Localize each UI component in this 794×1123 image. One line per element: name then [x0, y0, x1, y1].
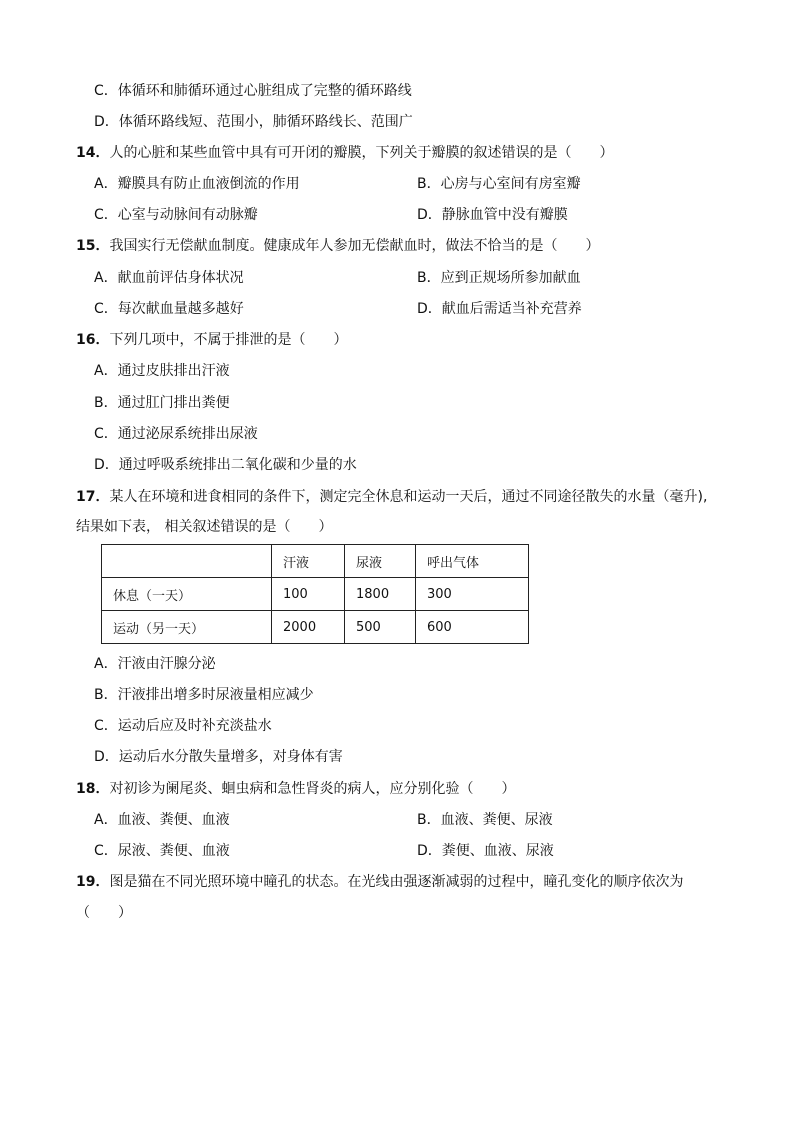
- option-label: A．: [94, 363, 118, 379]
- question-number: 17．: [76, 489, 110, 505]
- option-text: 粪便、血液、尿液: [441, 843, 554, 859]
- option-text: 通过肛门排出粪便: [117, 395, 230, 411]
- q17-option-a: [94, 654, 216, 674]
- question-text: 下列几项中，不属于排泄的是（ ）: [109, 332, 348, 348]
- q18-option-b: [417, 810, 553, 830]
- question-text: 某人在环境和进食相同的条件下，测定完全休息和运动一天后，通过不同途径散失的水量（毫升),: [109, 489, 708, 505]
- option-label: A．: [94, 812, 118, 828]
- question-number: 14．: [76, 145, 110, 161]
- q15-option-d: [417, 299, 582, 319]
- option-label: C．: [94, 207, 118, 223]
- option-label: D．: [94, 457, 119, 473]
- option-label: B．: [94, 395, 118, 411]
- q14-option-d: [417, 205, 568, 225]
- option-label: D．: [417, 843, 442, 859]
- q13-option-d: [94, 112, 413, 132]
- table-header-cell: 呼出气体: [416, 545, 529, 578]
- option-text: 心房与心室间有房室瓣: [440, 176, 581, 192]
- q16-option-a: [94, 361, 230, 381]
- water-loss-table: [101, 544, 529, 644]
- option-label: D．: [94, 749, 119, 765]
- option-label: B．: [417, 270, 441, 286]
- option-text: 体循环和肺循环通过心脏组成了完整的循环路线: [117, 83, 412, 99]
- table-cell: 运动（另一天）: [102, 611, 272, 644]
- option-label: A．: [94, 176, 118, 192]
- table-header-row: [102, 545, 529, 578]
- table-row: [102, 578, 529, 611]
- option-label: B．: [417, 812, 441, 828]
- question-text: 图是猫在不同光照环境中瞳孔的状态。在光线由强逐渐减弱的过程中，瞳孔变化的顺序依次为: [109, 874, 684, 890]
- q15-option-b: [417, 268, 581, 288]
- option-text: 血液、粪便、血液: [117, 812, 230, 828]
- q14-option-a: [94, 174, 300, 194]
- table-header-cell: 尿液: [345, 545, 416, 578]
- q16-option-c: [94, 424, 258, 444]
- option-text: 献血后需适当补充营养: [441, 301, 582, 317]
- question-text: 我国实行无偿献血制度。健康成年人参加无偿献血时，做法不恰当的是（ ）: [109, 238, 600, 254]
- option-text: 应到正规场所参加献血: [440, 270, 581, 286]
- q17-option-c: [94, 716, 272, 736]
- table-cell: 300: [416, 578, 529, 611]
- q17-stem-line1: [76, 487, 707, 507]
- q19-stem-line1: [76, 872, 683, 892]
- option-label: C．: [94, 301, 118, 317]
- option-text: 心室与动脉间有动脉瓣: [117, 207, 258, 223]
- option-text: 体循环路线短、范围小，肺循环路线长、范围广: [118, 114, 413, 130]
- table-header-cell: [102, 545, 272, 578]
- q17-stem-line2: [76, 517, 332, 537]
- q14-option-b: [417, 174, 581, 194]
- table-row: [102, 611, 529, 644]
- option-text: 通过呼吸系统排出二氧化碳和少量的水: [118, 457, 357, 473]
- question-number: 18．: [76, 781, 110, 797]
- option-label: B．: [417, 176, 441, 192]
- q15-option-a: [94, 268, 244, 288]
- option-label: C．: [94, 718, 118, 734]
- q13-option-c: [94, 81, 412, 101]
- question-text: 对初诊为阑尾炎、蛔虫病和急性肾炎的病人，应分别化验（ ）: [109, 781, 516, 797]
- table-header-cell: 汗液: [272, 545, 345, 578]
- option-text: 汗液排出增多时尿液量相应减少: [117, 687, 314, 703]
- option-label: C．: [94, 426, 118, 442]
- option-text: 每次献血量越多越好: [117, 301, 244, 317]
- option-text: 汗液由汗腺分泌: [117, 656, 216, 672]
- option-label: A．: [94, 270, 118, 286]
- table-cell: 100: [272, 578, 345, 611]
- q16-stem: [76, 330, 347, 350]
- question-number: 16．: [76, 332, 110, 348]
- option-text: 瓣膜具有防止血液倒流的作用: [117, 176, 300, 192]
- question-number: 19．: [76, 874, 110, 890]
- table-cell: 休息（一天）: [102, 578, 272, 611]
- option-text: 献血前评估身体状况: [117, 270, 244, 286]
- q18-option-c: [94, 841, 230, 861]
- table-cell: 2000: [272, 611, 345, 644]
- question-text: 结果如下表， 相关叙述错误的是（ ）: [76, 519, 333, 535]
- option-label: B．: [94, 687, 118, 703]
- option-label: D．: [417, 207, 442, 223]
- q17-option-b: [94, 685, 314, 705]
- option-label: D．: [417, 301, 442, 317]
- question-number: 15．: [76, 238, 110, 254]
- q19-stem-line2: [76, 903, 132, 923]
- table-cell: 1800: [345, 578, 416, 611]
- option-text: 通过泌尿系统排出尿液: [117, 426, 258, 442]
- q18-stem: [76, 779, 515, 799]
- question-text: 人的心脏和某些血管中具有可开闭的瓣膜，下列关于瓣膜的叙述错误的是（ ）: [109, 145, 614, 161]
- q18-option-d: [417, 841, 554, 861]
- option-text: 血液、粪便、尿液: [440, 812, 553, 828]
- option-text: 通过皮肤排出汗液: [117, 363, 230, 379]
- q14-option-c: [94, 205, 258, 225]
- q15-stem: [76, 236, 599, 256]
- q16-option-d: [94, 455, 357, 475]
- option-text: 运动后水分散失量增多，对身体有害: [118, 749, 343, 765]
- option-text: 静脉血管中没有瓣膜: [441, 207, 568, 223]
- option-label: C．: [94, 83, 118, 99]
- option-text: 运动后应及时补充淡盐水: [117, 718, 272, 734]
- question-text: （ ）: [76, 905, 132, 921]
- option-label: A．: [94, 656, 118, 672]
- q17-option-d: [94, 747, 343, 767]
- table-cell: 500: [345, 611, 416, 644]
- q14-stem: [76, 143, 613, 163]
- q15-option-c: [94, 299, 244, 319]
- option-text: 尿液、粪便、血液: [117, 843, 230, 859]
- option-label: C．: [94, 843, 118, 859]
- q16-option-b: [94, 393, 230, 413]
- q18-option-a: [94, 810, 230, 830]
- option-label: D．: [94, 114, 119, 130]
- table-cell: 600: [416, 611, 529, 644]
